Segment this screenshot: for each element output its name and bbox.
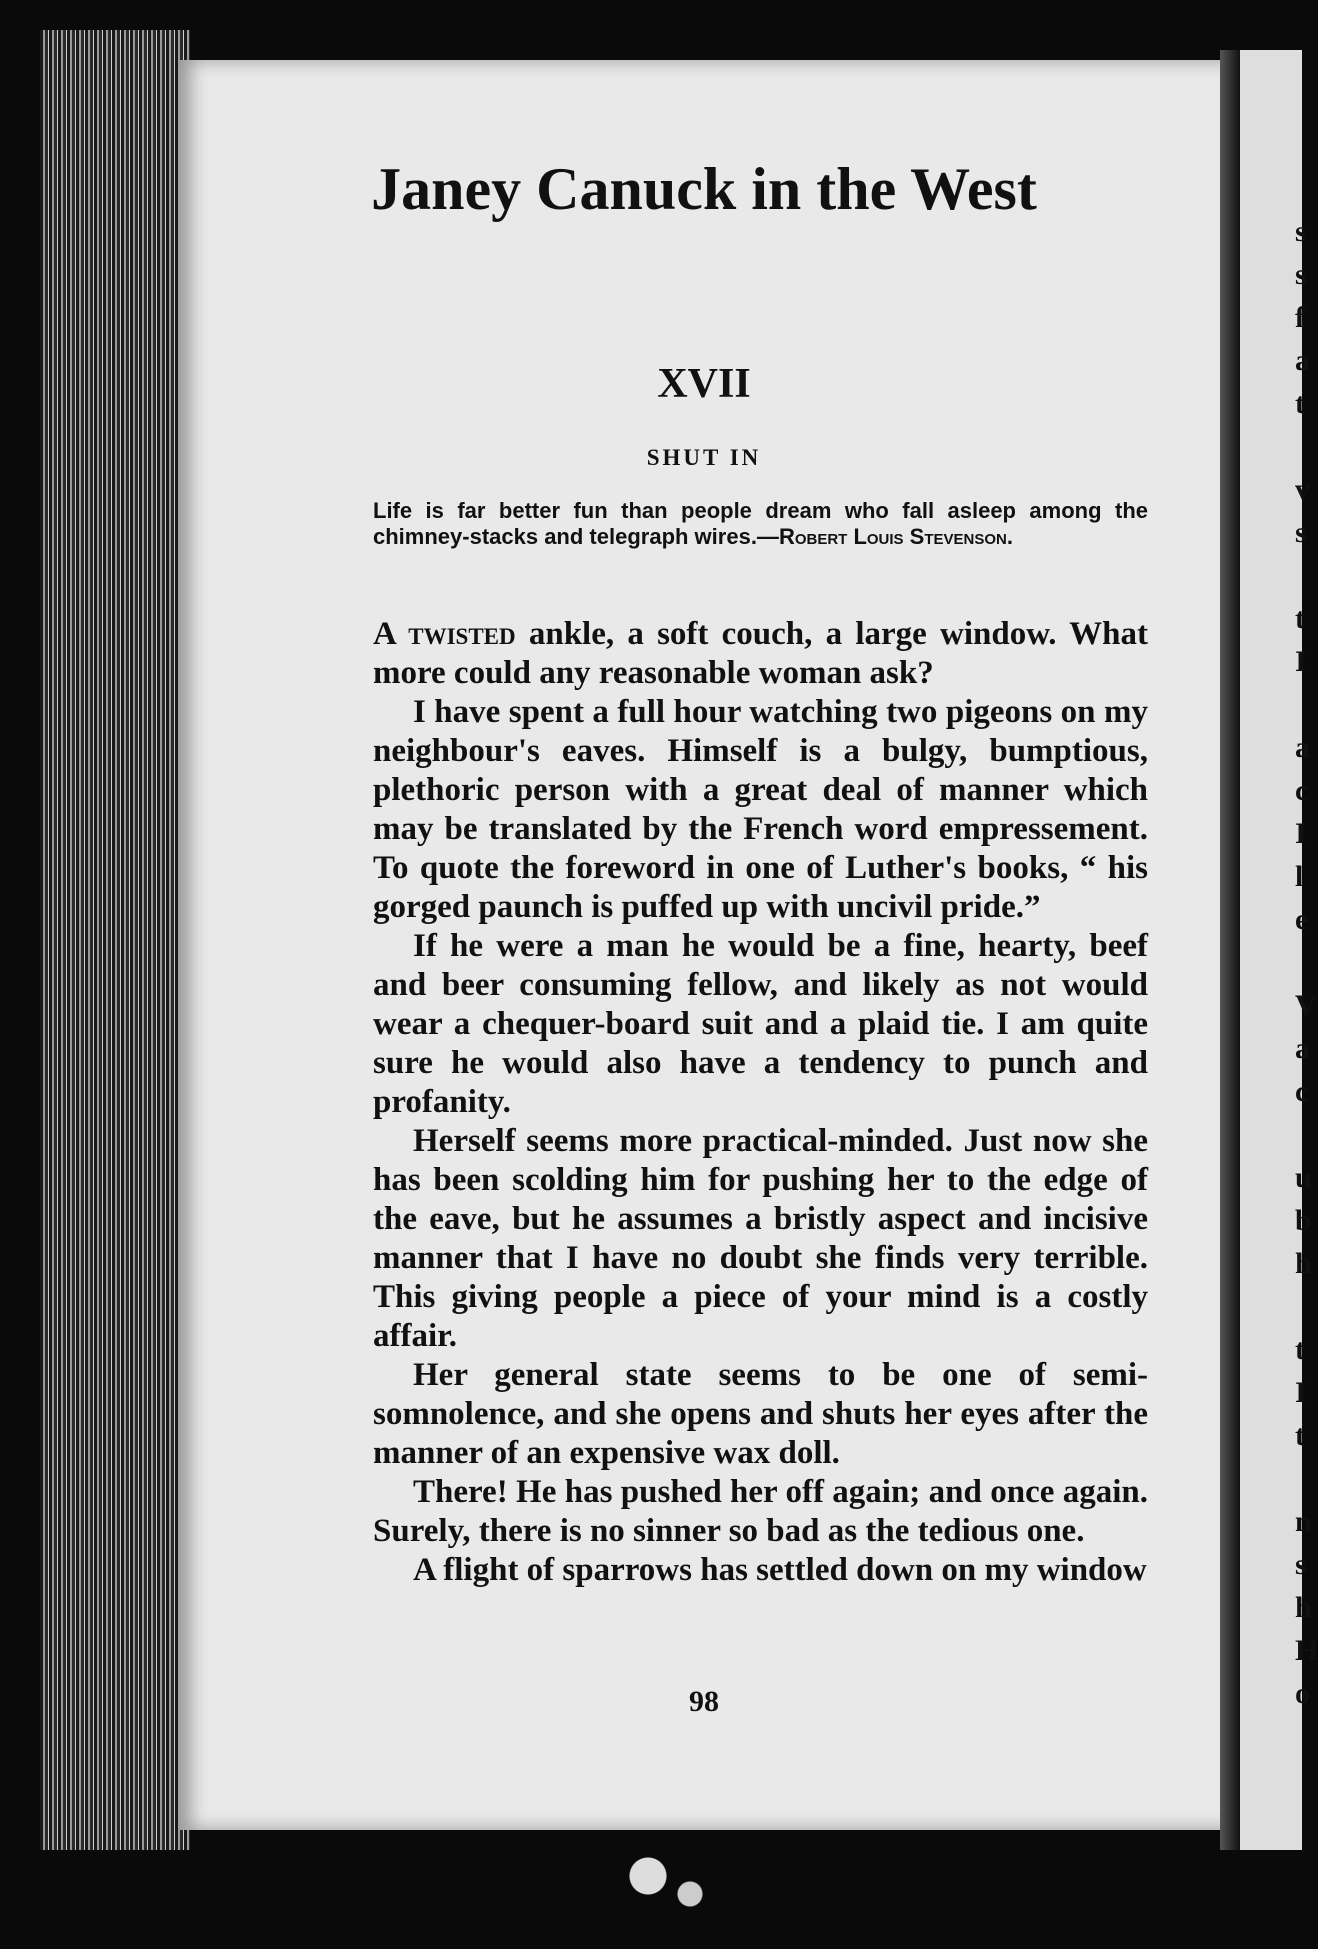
- body-text: [373, 615, 1148, 1590]
- paragraph-text: ankle, a soft couch, a large window. What more could any reasonable woman ask?: [373, 616, 1148, 691]
- facing-page-letter: v: [1295, 473, 1310, 506]
- epigraph-author: Robert Louis Stevenson.: [778, 524, 1013, 549]
- facing-page-letter: n: [1295, 1505, 1312, 1538]
- facing-page-letter: b: [1295, 1204, 1312, 1237]
- facing-page-letter: t: [1295, 1419, 1305, 1452]
- facing-page-letter: [1295, 1457, 1315, 1500]
- facing-page-letter: h: [1295, 1247, 1312, 1280]
- facing-page-letter: a: [1295, 344, 1310, 377]
- facing-page-letter: [1295, 941, 1315, 984]
- facing-page-letter: h: [1295, 1591, 1312, 1624]
- facing-page-letter: t: [1295, 387, 1305, 420]
- scan-artifact: [600, 1840, 720, 1930]
- facing-page-letter: I: [1295, 817, 1307, 850]
- page-number: 98: [689, 1685, 719, 1718]
- facing-page-letter: s: [1295, 516, 1307, 549]
- running-head: Janey Canuck in the West: [371, 156, 1037, 222]
- facing-page-letter: [1295, 425, 1315, 468]
- facing-page-letter: o: [1295, 1677, 1310, 1710]
- facing-page-letter: u: [1295, 1161, 1312, 1194]
- facing-page-letter: s: [1295, 258, 1307, 291]
- paragraph: Herself seems more practical-minded. Just now she has been scolding him for pushing her to the edge of the eave, but he assumes a bristly aspect and incisive manner that I have no doubt she finds very terrible. This giving people a piece of your mind is a costly affair.: [373, 1123, 1148, 1354]
- paragraph: A flight of sparrows has settled down on my window: [413, 1552, 1147, 1588]
- facing-page-letter: c: [1295, 774, 1309, 807]
- chapter-number: XVII: [657, 361, 751, 407]
- facing-page-letter: [1295, 1285, 1315, 1328]
- facing-page-letter: I: [1295, 645, 1307, 678]
- facing-page-letter: l: [1295, 860, 1304, 893]
- facing-page-letter: I: [1295, 1376, 1307, 1409]
- facing-page-letter: [1295, 554, 1315, 597]
- facing-page-letters: [1295, 210, 1318, 1715]
- facing-page-letter: [1295, 1113, 1315, 1156]
- paragraph: Her general state seems to be one of semi-somnolence, and she opens and shuts her eyes after the manner of an expensive wax doll.: [373, 1357, 1148, 1471]
- book-page: [178, 60, 1230, 1830]
- gutter-shadow: [1220, 50, 1240, 1850]
- facing-page-letter: H: [1295, 1634, 1318, 1667]
- facing-page-letter: e: [1295, 903, 1309, 936]
- paragraph: If he were a man he would be a fine, hearty, beef and beer consuming fellow, and likely as not would wear a chequer-board suit and a plaid tie. I am quite sure he would also have a tendency to punch and profanity.: [373, 928, 1148, 1120]
- facing-page-letter: s: [1295, 1548, 1307, 1581]
- chapter-title: SHUT IN: [646, 445, 762, 470]
- facing-page-letter: f: [1295, 301, 1305, 334]
- paragraph: [373, 615, 1148, 693]
- paragraph: There! He has pushed her off again; and once again. Surely, there is no sinner so bad as the tedious one.: [373, 1474, 1148, 1549]
- facing-page-letter: c: [1295, 1075, 1309, 1108]
- paragraph: I have spent a full hour watching two pigeons on my neighbour's eaves. Himself is a bulgy, bumptious, plethoric person with a great deal of manner which may be translated by the French word empressement. To quote the foreword in one of Luther's books, “ his gorged paunch is puffed up with uncivil pride.”: [373, 694, 1148, 925]
- epigraph: [373, 498, 1148, 550]
- facing-page-letter: t: [1295, 1333, 1305, 1366]
- facing-page-letter: V: [1295, 989, 1317, 1022]
- paragraph-lead: A twisted: [373, 616, 516, 652]
- facing-page-letter: s: [1295, 215, 1307, 248]
- epigraph-text: Life is far better fun than people dream who fall asleep among the chimney-stacks and telegraph wires.—: [373, 498, 1148, 549]
- facing-page-letter: a: [1295, 1032, 1310, 1065]
- facing-page-letter: a: [1295, 731, 1310, 764]
- page-edges: [40, 30, 190, 1850]
- facing-page: [1240, 50, 1302, 1850]
- facing-page-letter: [1295, 683, 1315, 726]
- facing-page-letter: t: [1295, 602, 1305, 635]
